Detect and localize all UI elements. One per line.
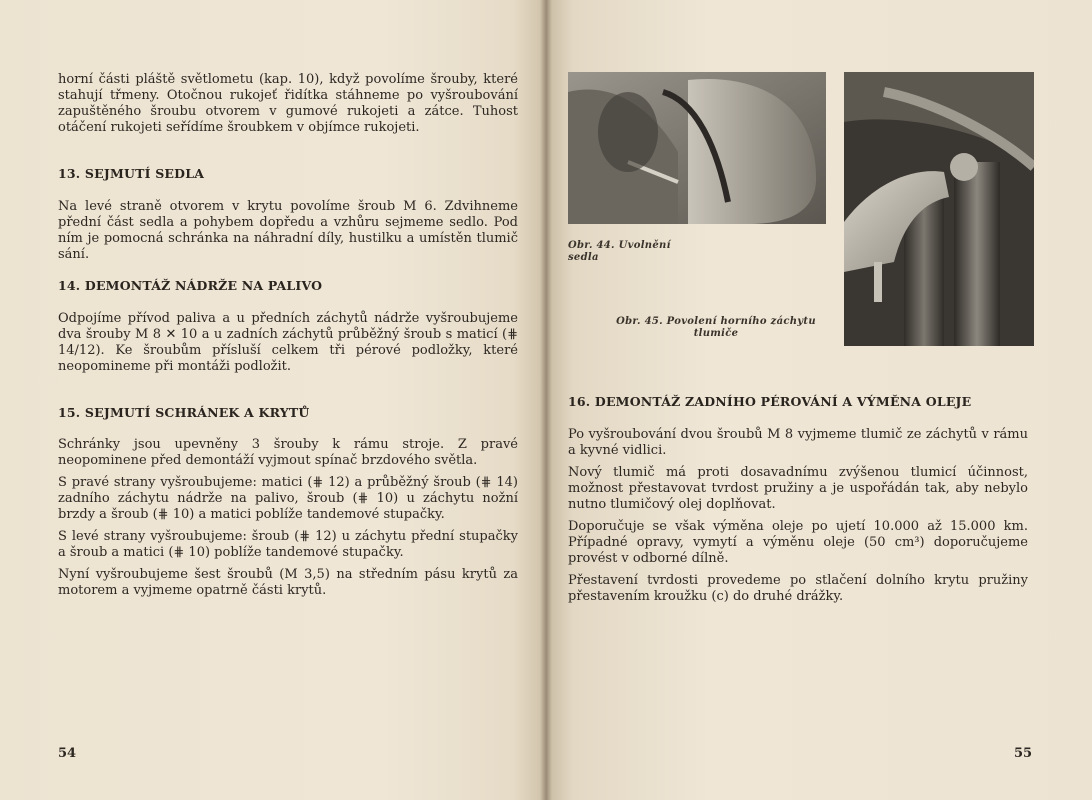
section-15-heading: 15. SEJMUTÍ SCHRÁNEK A KRYTŮ	[58, 405, 310, 420]
section-14-text: Odpojíme přívod paliva a u předních záchytů nádrže vyšroubujeme dva šrouby M 8 ✕ 10 a u zadních záchytů průběžný šroub s maticí (⋕ 14/12). Ke šroubům přísluší celkem tři pérové podložky, které neopomineme při montáži podložit.	[58, 311, 518, 374]
right-page	[546, 0, 1092, 800]
section-15-paragraph: S pravé strany vyšroubujeme: matici (⋕ 12) a průběžný šroub (⋕ 14) zadního záchytu nádrže na palivo, šroub (⋕ 10) u záchytu nožní brzdy a šroub (⋕ 10) a matici poblíže tandemové stupačky.	[58, 475, 518, 522]
section-14-heading: 14. DEMONTÁŽ NÁDRŽE NA PALIVO	[58, 278, 323, 293]
section-15-body	[58, 437, 518, 599]
figure-45-photo	[844, 72, 1034, 346]
section-13-heading: 13. SEJMUTÍ SEDLA	[58, 166, 205, 181]
section-16-paragraph: Přestavení tvrdosti provedeme po stlačení dolního krytu pružiny přestavením kroužku (c) do druhé drážky.	[568, 573, 1028, 604]
section-14-body	[58, 311, 518, 375]
section-16-heading: 16. DEMONTÁŽ ZADNÍHO PÉROVÁNÍ A VÝMĚNA OLEJE	[568, 394, 972, 409]
figure-45-caption: Obr. 45. Povolení horního záchytu tlumiče	[616, 316, 816, 339]
book-gutter	[540, 0, 552, 800]
section-15-paragraph: Schránky jsou upevněny 3 šrouby k rámu stroje. Z pravé neopominene před demontáží vyjmout spínač brzdového světla.	[58, 437, 518, 468]
shock-absorber-illustration	[844, 72, 1034, 346]
section-13-text: Na levé straně otvorem v krytu povolíme šroub M 6. Zdvihneme přední část sedla a pohybem dopředu a vzhůru sejmeme sedlo. Pod ním je pomocná schránka na náhradní díly, hustilku a umístěn tlumič sání.	[58, 199, 518, 262]
section-13-body	[58, 199, 518, 263]
seat-release-illustration	[568, 72, 826, 224]
intro-paragraph	[58, 72, 518, 136]
section-15-paragraph: Nyní vyšroubujeme šest šroubů (M 3,5) na středním pásu krytů za motorem a vyjmeme opatrně části krytů.	[58, 567, 518, 598]
page-number-left: 54	[58, 746, 77, 761]
figure-44-caption: Obr. 44. Uvolnění sedla	[568, 240, 671, 263]
section-16-body	[568, 427, 1028, 605]
intro-text: horní části pláště světlometu (kap. 10), když povolíme šrouby, které stahují třmeny. Otočnou rukojeť řidítka stáhneme po vyšroubování zapuštěného šroubu otvorem v gumové rukojeti a zátce. Tuhost otáčení rukojeti seřídíme šroubkem v objímce rukojeti.	[58, 72, 518, 135]
section-16-paragraph: Po vyšroubování dvou šroubů M 8 vyjmeme tlumič ze záchytů v rámu a kyvné vidlici.	[568, 427, 1028, 458]
section-15-paragraph: S levé strany vyšroubujeme: šroub (⋕ 12) u záchytu přední stupačky a šroub a matici (⋕ 10) poblíže tandemové stupačky.	[58, 529, 518, 560]
section-16-paragraph: Nový tlumič má proti dosavadnímu zvýšenou tlumicí účinnost, možnost přestavovat tvrdost pružiny a je uspořádán tak, aby nebylo nutno tlumičový olej doplňovat.	[568, 465, 1028, 512]
page-number-right: 55	[1014, 746, 1033, 761]
section-16-paragraph: Doporučuje se však výměna oleje po ujetí 10.000 až 15.000 km. Případné opravy, vymytí a výměnu oleje (50 cm³) doporučujeme provést v odborné dílně.	[568, 519, 1028, 566]
figure-44-photo	[568, 72, 826, 224]
